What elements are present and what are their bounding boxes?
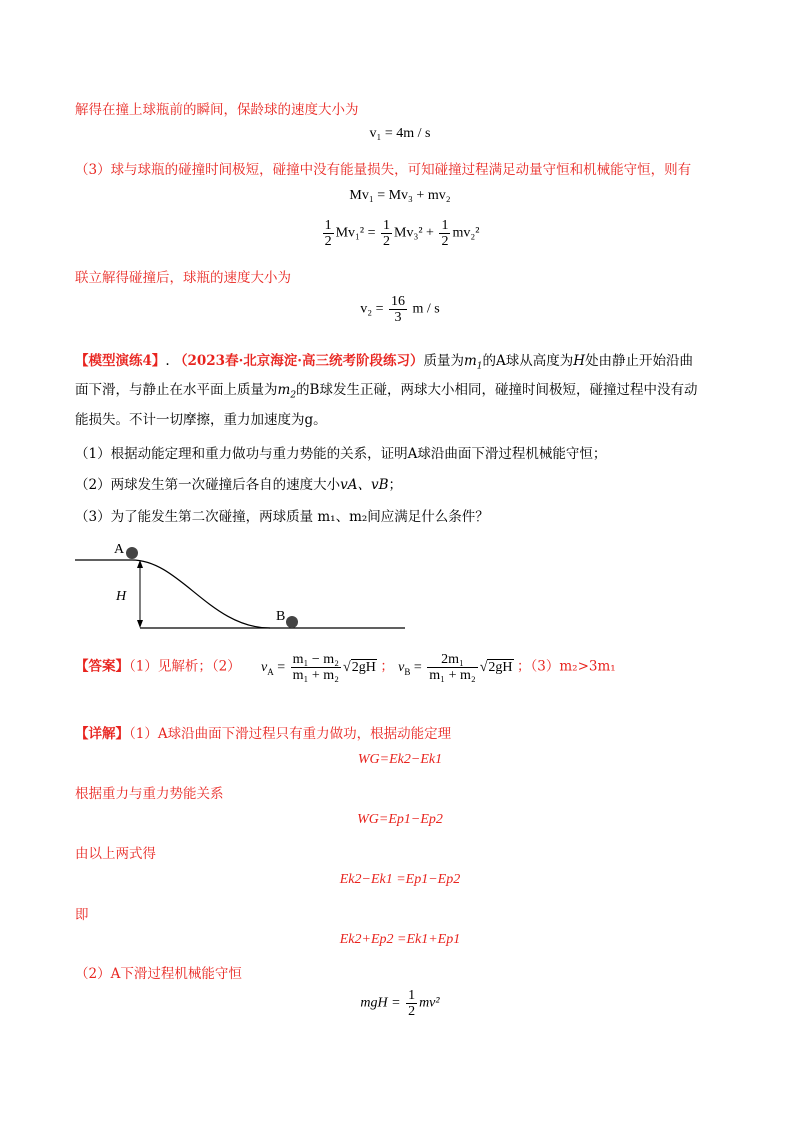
label-b: B: [276, 609, 286, 624]
ball-b: [286, 616, 298, 628]
fraction-half: $\frac{1}{2}$: [383, 218, 391, 249]
detail-line1: 【详解】（1）A球沿曲面下滑过程只有重力做功，根据动能定理: [75, 726, 452, 742]
label-h: H: [116, 589, 127, 604]
arrow-head-down: [137, 620, 143, 628]
detail-line3: 由以上两式得: [75, 846, 156, 862]
solution-line-speed: 解得在撞上球瓶前的瞬间，保龄球的速度大小为: [75, 102, 359, 118]
solution-result-line: 联立解得碰撞后，球瓶的速度大小为: [75, 270, 291, 286]
question-3: （3）为了能发生第二次碰撞，两球质量 m₁、m₂间应满足什么条件？: [75, 509, 489, 525]
curved-slope: [132, 560, 270, 628]
question-2: （2）两球发生第一次碰撞后各自的速度大小vA、vB；: [75, 477, 403, 493]
detail-line2: 根据重力与重力势能关系: [75, 786, 224, 802]
energy-term-2: Mv₃²: [394, 225, 423, 241]
detail-eq5: mgH = $\frac{1}{2}$ mv²: [360, 988, 440, 1019]
detail-tag: 【详解】: [75, 726, 129, 742]
equation-energy: $\frac{1}{2}$ Mv₁² = $\frac{1}{2}$ Mv₃² + $\frac{1}{2}$ mv₂²: [324, 218, 480, 249]
question-1: （1）根据动能定理和重力做功与重力势能的关系，证明A球沿曲面下滑过程机械能守恒；: [75, 446, 607, 462]
energy-term-1: Mv₁²: [335, 225, 365, 241]
problem-stem-line1: 【模型演练4】. （2023春·北京海淀·高三统考阶段练习）质量为$m_1$的A球从高度为H处由静止开始沿曲: [75, 353, 694, 372]
answer-line: 【答案】（1）见解析；（2） $v_A$ = $\frac{\text{m₁ − m₂}}{\text{m₁ + m₂}}$ √2gH ； $v_B$ = $\frac{\text{2m₁}}{\text{m₁ + m₂}}$ √2gH ；（3）m₂>3m₁: [75, 652, 616, 683]
fraction-half: $\frac{1}{2}$: [324, 218, 332, 249]
energy-term-3: mv₂²: [452, 225, 480, 241]
problem-stem-line3: 能损失。不计一切摩擦，重力加速度为g。: [75, 412, 327, 428]
answer-vA: $v_A$ = $\frac{\text{m₁ − m₂}}{\text{m₁ + m₂}}$ √2gH: [260, 652, 376, 683]
equation-v1: v₁ = 4m / s: [369, 126, 431, 141]
detail-eq3: Ek2−Ek1 =Ep1−Ep2: [339, 872, 461, 887]
problem-source: （2023春·北京海淀·高三统考阶段练习）: [174, 353, 424, 369]
ball-a: [126, 547, 138, 559]
solution-part3: （3）球与球瓶的碰撞时间极短，碰撞中没有能量损失，可知碰撞过程满足动量守恒和机械能守恒，则有: [75, 162, 692, 178]
answer-tag: 【答案】: [75, 658, 129, 675]
detail-line5: （2）A下滑过程机械能守恒: [75, 966, 242, 982]
answer-vB: $v_B$ = $\frac{\text{2m₁}}{\text{m₁ + m₂}}$ √2gH: [398, 652, 513, 683]
detail-eq1: WG=Ek2−Ek1: [357, 752, 443, 767]
detail-eq2: WG=Ep1−Ep2: [357, 812, 443, 827]
detail-eq4: Ek2+Ep2 =Ek1+Ep1: [339, 932, 461, 947]
slope-diagram: [70, 538, 410, 638]
label-a: A: [114, 542, 125, 557]
detail-line4: 即: [75, 907, 89, 923]
problem-stem-line2: 面下滑，与静止在水平面上质量为$m_2$的B球发生正碰，两球大小相同，碰撞时间极短，碰撞过程中没有动: [75, 382, 698, 401]
fraction-half: $\frac{1}{2}$: [441, 218, 449, 249]
problem-tag: 【模型演练4】: [75, 353, 166, 369]
equation-v2: v₂ = $\frac{16}{3}$ m / s: [360, 294, 440, 325]
equation-momentum: Mv₁ = Mv₃ + mv₂: [349, 188, 451, 203]
